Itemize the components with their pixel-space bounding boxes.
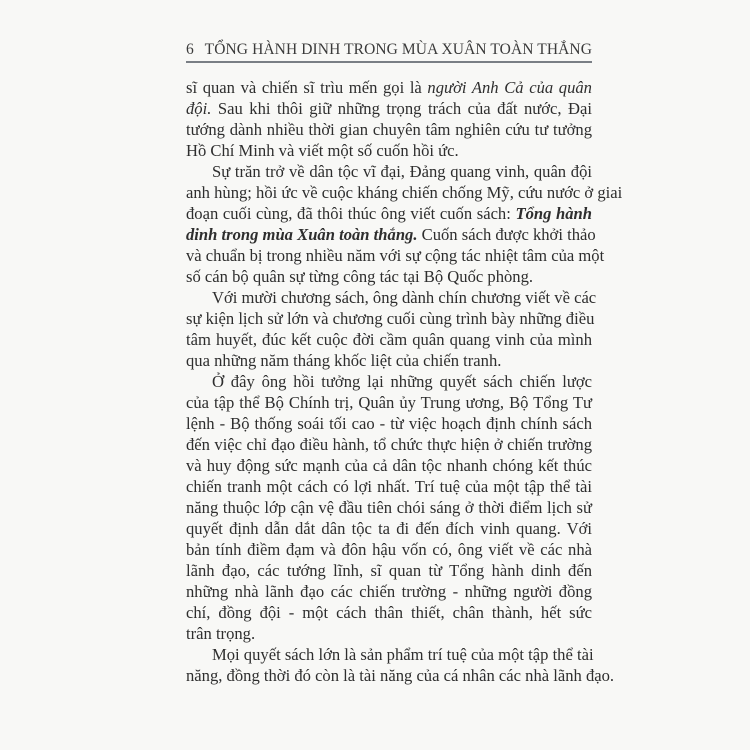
running-title: TỔNG HÀNH DINH TRONG MÙA XUÂN TOÀN THẮNG: [204, 41, 592, 58]
text-run: tướng dành nhiều thời gian chuyên tâm nghiên cứu tư tưởng: [186, 120, 592, 139]
text-line: [186, 287, 597, 308]
text-run: năng thuộc lớp cận vệ đầu tiên chói sáng ở thời điểm lịch sử: [186, 498, 592, 517]
text-run: Sự trăn trở về dân tộc vĩ đại, Đảng quang vinh, quân đội: [212, 162, 592, 181]
text-line: [186, 413, 592, 434]
text-run: quyết định dẫn dắt dân tộc ta đi đến đích vinh quang. Với: [186, 519, 592, 538]
running-header: [186, 37, 592, 59]
text-run: qua những năm tháng khốc liệt của chiến tranh.: [186, 351, 502, 370]
text-run: anh hùng; hồi ức về cuộc kháng chiến chống Mỹ, cứu nước ở giai: [186, 183, 623, 202]
text-run: sự kiện lịch sử lớn và chương cuối cùng trình bày những điều: [186, 309, 595, 328]
text-run: đến việc chỉ đạo điều hành, tổ chức thực hiện ở chiến trường: [186, 435, 592, 454]
text-line: [186, 392, 592, 413]
text-run: trân trọng.: [186, 624, 256, 643]
text-line: [186, 119, 592, 140]
text-line: [186, 161, 592, 182]
text-run: Cuốn sách được khởi thảo: [417, 225, 596, 244]
text-run: và chuẩn bị trong nhiều năm với sự cộng tác nhiệt tâm của một: [186, 246, 605, 265]
text-run: những nhà lãnh đạo các chiến trường - những người đồng: [186, 582, 592, 601]
italic-text: đội.: [186, 99, 212, 118]
text-line: [186, 329, 592, 350]
page-number: 6: [186, 41, 194, 58]
text-line: [186, 497, 592, 518]
text-line: [186, 203, 592, 224]
text-line: [186, 77, 592, 98]
text-line: [186, 98, 592, 119]
text-run: Hồ Chí Minh và viết một số cuốn hồi ức.: [186, 141, 459, 160]
text-run: của tập thể Bộ Chính trị, Quân ủy Trung ương, Bộ Tổng Tư: [186, 393, 592, 412]
text-line: [186, 350, 592, 371]
text-run: sĩ quan và chiến sĩ trìu mến gọi là: [186, 78, 428, 97]
text-line: [186, 623, 592, 644]
text-line: [186, 602, 592, 623]
text-line: [186, 266, 592, 287]
text-line: [186, 539, 592, 560]
text-line: [186, 371, 592, 392]
text-line: [186, 455, 592, 476]
text-run: bản tính điềm đạm và đôn hậu vốn có, ông viết về các nhà: [186, 540, 592, 559]
text-line: [186, 581, 592, 602]
text-line: [186, 308, 595, 329]
text-line: [186, 644, 592, 665]
italic-text: người Anh Cả của quân: [427, 78, 592, 97]
paragraph: [186, 287, 597, 371]
header-rule: [186, 61, 592, 63]
text-run: chiến tranh một cách có lợi nhất. Trí tuệ của một tập thể tài: [186, 477, 592, 496]
text-run: đoạn cuối cùng, đã thôi thúc ông viết cuốn sách:: [186, 204, 516, 223]
paragraph: [186, 371, 592, 644]
text-line: [186, 518, 592, 539]
text-line: [186, 434, 592, 455]
text-line: [186, 476, 592, 497]
text-run: tâm huyết, đúc kết cuộc đời cầm quân quang vinh của mình: [186, 330, 592, 349]
text-line: [186, 140, 592, 161]
text-line: [186, 245, 605, 266]
book-title-text: dinh trong mùa Xuân toàn thắng.: [186, 225, 418, 244]
text-run: Ở đây ông hồi tưởng lại những quyết sách chiến lược: [212, 372, 592, 391]
text-line: [186, 560, 592, 581]
text-run: và huy động sức mạnh của cả dân tộc nhanh chóng kết thúc: [186, 456, 592, 475]
text-run: lệnh - Bộ thống soái tối cao - từ việc hoạch định chính sách: [186, 414, 592, 433]
text-run: Sau khi thôi giữ những trọng trách của đất nước, Đại: [211, 99, 592, 118]
paragraph: [186, 77, 592, 161]
paragraph: [186, 644, 615, 686]
text-line: [186, 182, 623, 203]
text-run: năng, đồng thời đó còn là tài năng của cá nhân các nhà lãnh đạo.: [186, 666, 615, 685]
body-text: [186, 77, 623, 686]
book-title-text: Tổng hành: [515, 204, 592, 223]
paragraph: [186, 161, 623, 287]
text-run: Mọi quyết sách lớn là sản phẩm trí tuệ của một tập thể tài: [212, 645, 594, 664]
text-run: Với mười chương sách, ông dành chín chương viết về các: [212, 288, 597, 307]
text-line: [186, 224, 596, 245]
text-run: lãnh đạo, các tướng lĩnh, sĩ quan từ Tổng hành dinh đến: [186, 561, 592, 580]
text-line: [186, 665, 615, 686]
text-run: số cán bộ quân sự từng công tác tại Bộ Quốc phòng.: [186, 267, 534, 286]
text-run: chí, đồng đội - một cách thân thiết, chân thành, hết sức: [186, 603, 592, 622]
